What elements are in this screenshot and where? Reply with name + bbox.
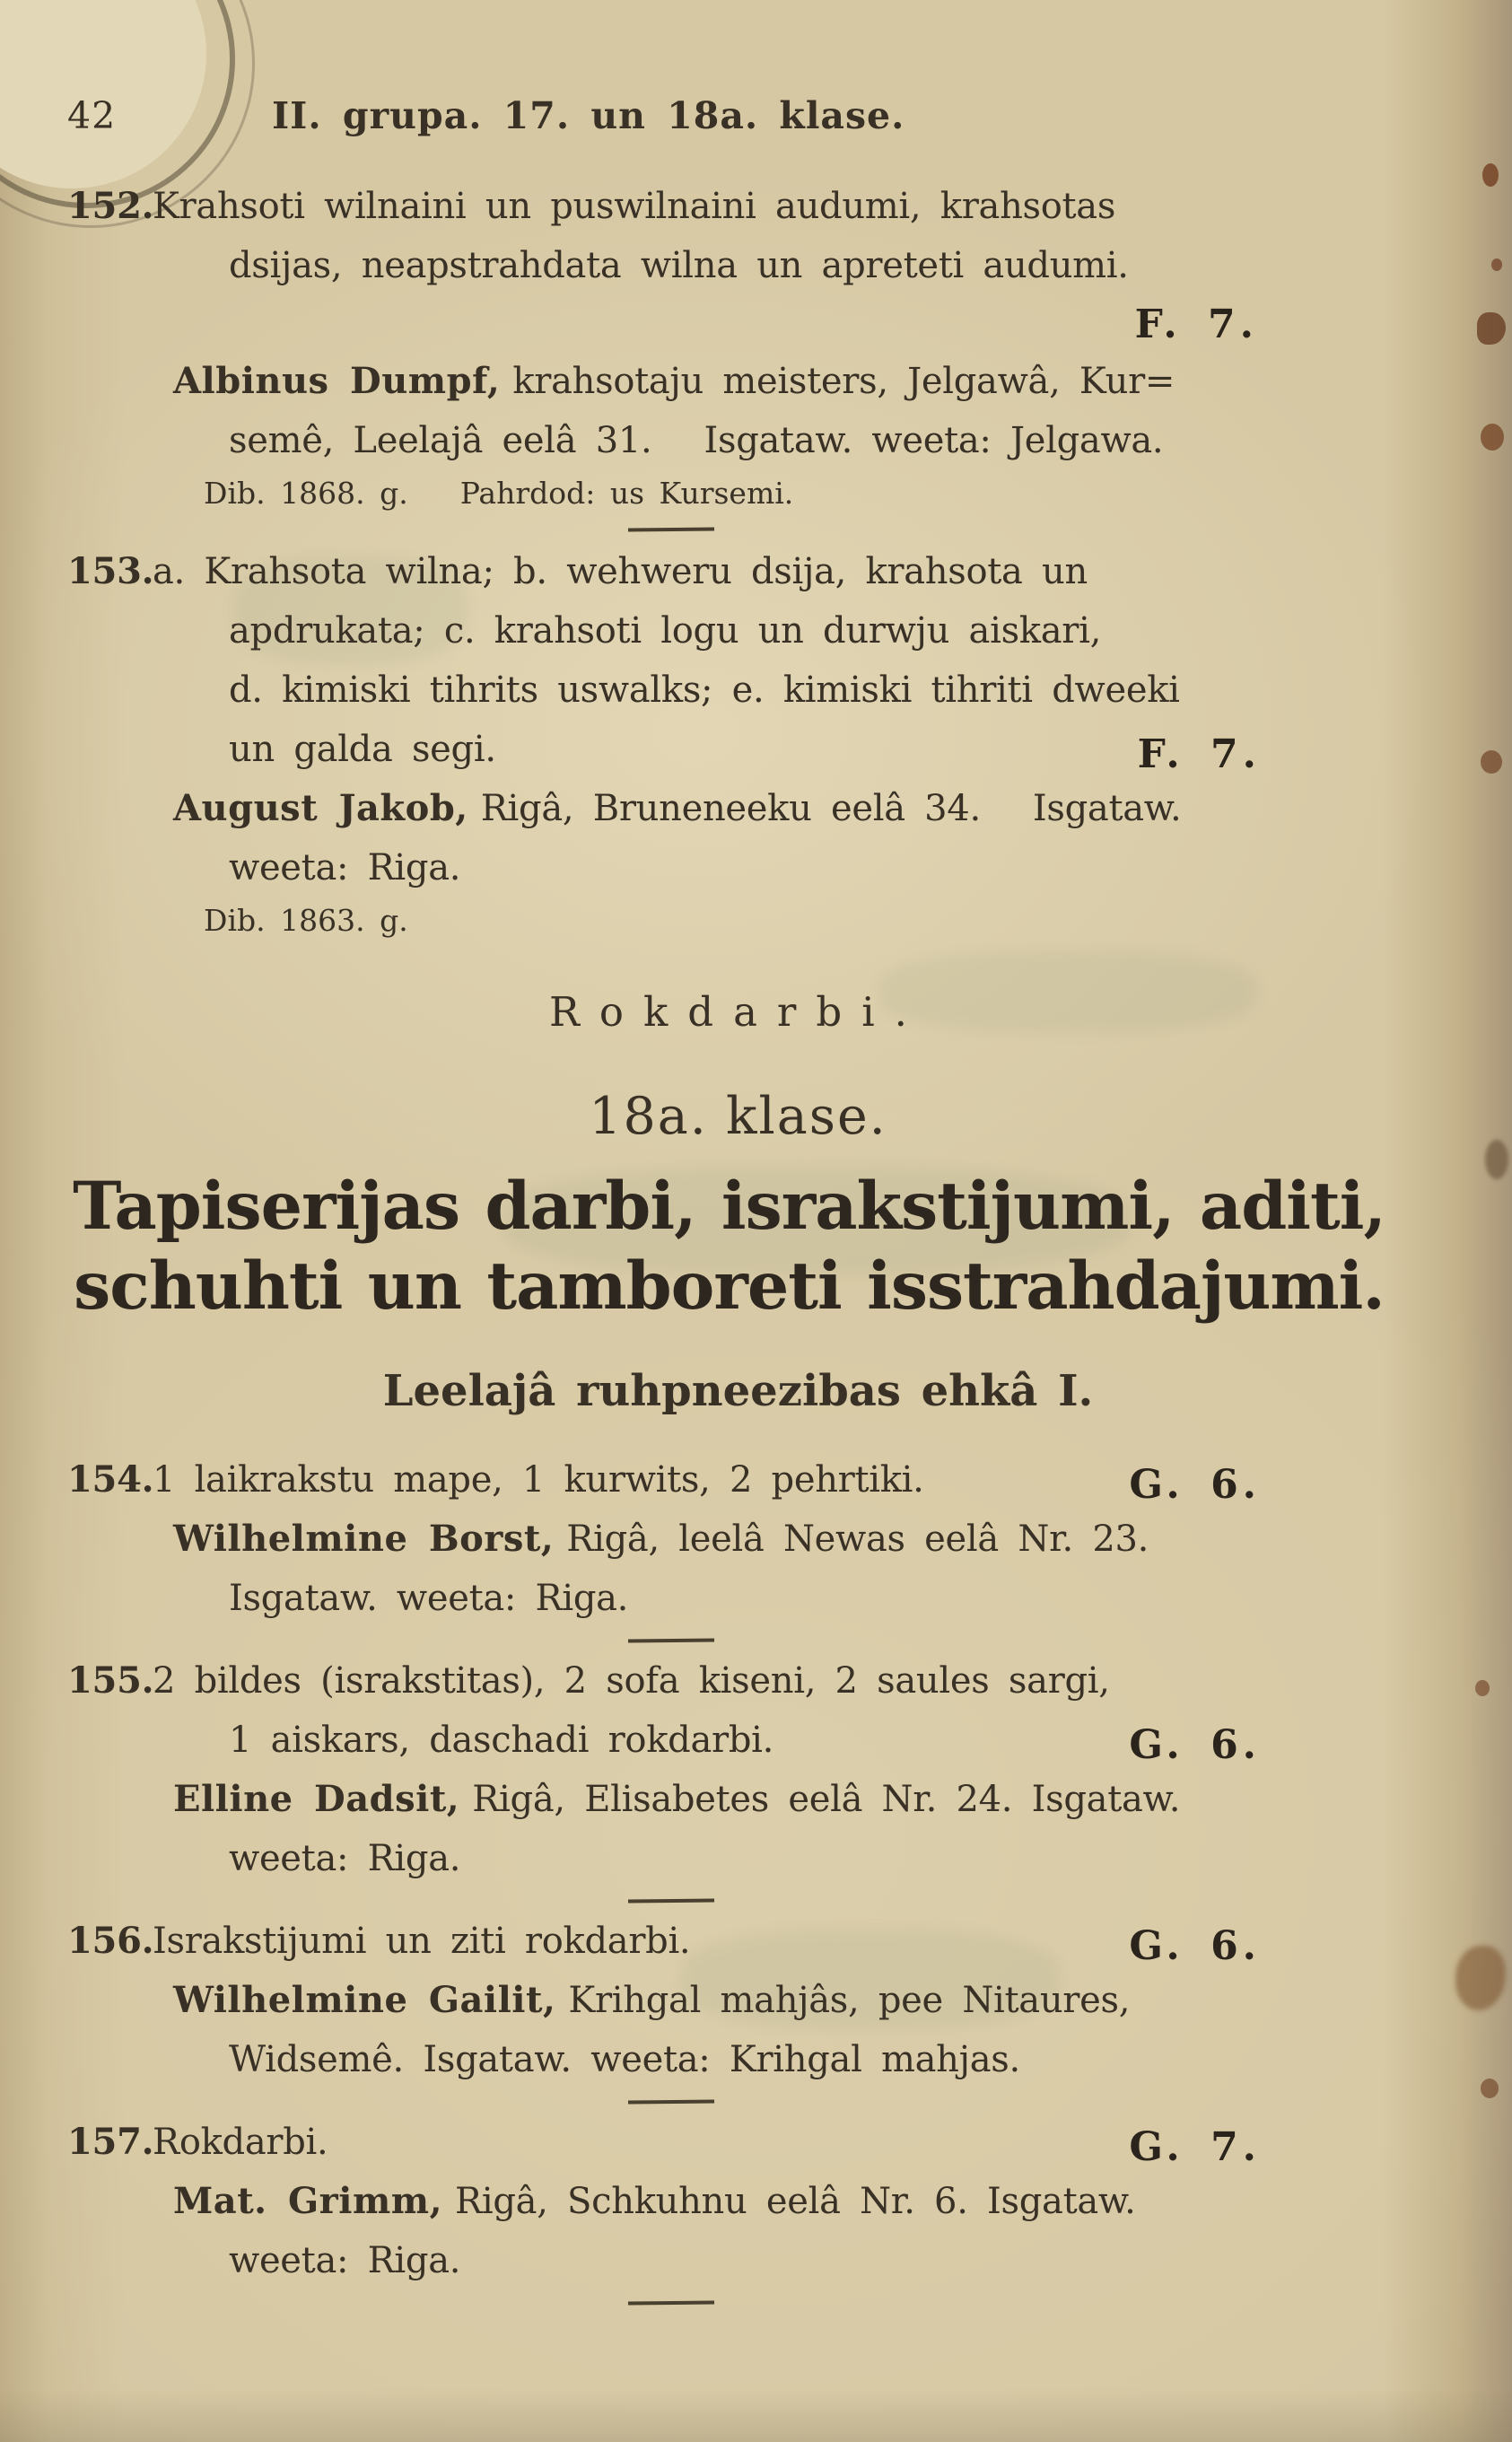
venue-subheading: Leelajâ ruhpneezibas ehkâ I. [382, 1366, 1094, 1416]
exhibitor-name: Albinus Dumpf, [173, 360, 501, 402]
entry-desc: a. Krahsota wilna; b. wehweru dsija, krahsota un [153, 551, 1088, 592]
section-heading-rokdarbi: Rokdarbi. [549, 988, 927, 1036]
entry-desc-line [67, 720, 1274, 779]
entry-desc: un galda segi. [229, 729, 496, 770]
entry-desc: Rokdarbi. [153, 2122, 328, 2163]
exhibitor-line [67, 2231, 1274, 2290]
exhibitor-line [67, 1829, 1274, 1888]
catalog-entry-154 [67, 1450, 1274, 1642]
entry-number: 156. [67, 1920, 154, 1962]
exhibitor-info: krahsotaju meisters, Jelgawâ, Kur= [512, 361, 1176, 402]
made-at: weeta: Riga. [229, 2240, 461, 2281]
grade-mark: G. 6. [1129, 1722, 1261, 1768]
entry-desc-line [67, 1450, 1274, 1510]
page-number: 42 [67, 94, 117, 137]
class-heading-18a: 18a. klase. [589, 1087, 887, 1146]
exhibitor-info: Rigâ, Elisabetes eelâ Nr. 24. Isgataw. [472, 1779, 1181, 1820]
made-at: Isgataw. weeta: Jelgawa. [704, 420, 1164, 461]
exhibitor-name: August Jakob, [173, 787, 468, 829]
entry-desc-line [67, 661, 1274, 720]
exhibitor-address: weeta: Riga. [229, 847, 461, 888]
founded-note [67, 897, 1274, 944]
catalog-entry-157 [67, 2113, 1274, 2305]
entry-number: 155. [67, 1659, 154, 1702]
entry-divider [627, 2099, 713, 2104]
entry-desc-line [67, 542, 1274, 601]
exhibitor-info: Krihgal mahjâs, pee Nitaures, [568, 1980, 1131, 2021]
entry-divider [627, 2300, 713, 2305]
catalog-entry-152 [67, 177, 1274, 531]
bottom-edge-shadow [0, 2388, 1512, 2442]
exhibitor-name: Wilhelmine Borst, [173, 1518, 555, 1560]
catalog-entry-156 [67, 1912, 1274, 2104]
entry-divider [627, 1898, 713, 1903]
exhibitor-line [67, 1510, 1274, 1569]
exhibitor-line [67, 411, 1274, 470]
exhibitor-line [67, 838, 1274, 897]
entry-desc-line [67, 177, 1274, 236]
entry-divider [627, 1638, 713, 1642]
exhibitor-info: Rigâ, Bruneneeku eelâ 34. [480, 788, 981, 829]
entry-desc-line [67, 601, 1274, 661]
entry-desc-line [67, 2113, 1274, 2172]
founded-note [67, 470, 1274, 517]
entry-divider [627, 527, 713, 531]
entry-desc-line [67, 1912, 1274, 1971]
exhibitor-line [67, 1770, 1274, 1829]
entry-desc-line [67, 1711, 1274, 1770]
running-header: II. grupa. 17. un 18a. klase. [272, 94, 905, 137]
grade-mark: G. 6. [1129, 1462, 1261, 1508]
grade-mark: G. 7. [1129, 2124, 1261, 2170]
section-title-line1: Tapiserijas darbi, israkstijumi, aditi, [73, 1168, 1385, 1245]
exhibitor-line [67, 352, 1274, 411]
entry-desc: 1 laikrakstu mape, 1 kurwits, 2 pehrtiki. [153, 1459, 924, 1501]
entry-desc-line [67, 236, 1274, 295]
made-at: Widsemê. Isgataw. weeta: Krihgal mahjas. [229, 2039, 1020, 2080]
made-at: weeta: Riga. [229, 1838, 461, 1879]
exhibitor-name: Mat. Grimm, [173, 2180, 443, 2222]
entry-desc: Krahsoti wilnaini un puswilnaini audumi, krahsotas [153, 186, 1116, 227]
grade-mark: G. 6. [1129, 1923, 1261, 1969]
grade-mark: F. 7. [1134, 302, 1258, 347]
running-header-row [67, 94, 1274, 137]
entry-desc: d. kimiski tihrits uswalks; e. kimiski tihriti dweeki [229, 670, 1180, 711]
entry-desc: dsijas, neapstrahdata wilna un apreteti audumi. [229, 245, 1129, 286]
made-at: Isgataw. [1032, 788, 1182, 829]
entry-desc: apdrukata; c. krahsoti logu un durwju aiskari, [229, 610, 1102, 652]
catalog-entry-155 [67, 1651, 1274, 1903]
exhibitor-name: Elline Dadsit, [173, 1778, 460, 1820]
sells-note: Pahrdod: us Kursemi. [459, 476, 794, 511]
exhibitor-address: semê, Leelajâ eelâ 31. [229, 420, 652, 461]
exhibitor-line [67, 779, 1274, 838]
founded-year: Dib. 1868. g. [204, 476, 408, 511]
exhibitor-line [67, 2172, 1274, 2231]
entry-number: 154. [67, 1458, 154, 1501]
exhibitor-line [67, 2030, 1274, 2089]
catalog-entry-153 [67, 542, 1274, 944]
exhibitor-name: Wilhelmine Gailit, [173, 1979, 556, 2021]
section-title-line2: schuhti un tamboreti isstrahdajumi. [74, 1247, 1385, 1325]
exhibitor-info: Rigâ, Schkuhnu eelâ Nr. 6. Isgataw. [455, 2181, 1136, 2222]
entry-number: 157. [67, 2121, 154, 2163]
entry-desc: Israkstijumi un ziti rokdarbi. [153, 1921, 691, 1962]
entry-desc-line [67, 1651, 1274, 1711]
entry-number: 153. [67, 550, 154, 592]
entry-desc: 1 aiskars, daschadi rokdarbi. [229, 1720, 774, 1761]
entry-number: 152. [67, 185, 154, 227]
grade-line [67, 299, 1274, 352]
grade-mark: F. 7. [1137, 731, 1261, 777]
made-at: Isgataw. weeta: Riga. [229, 1578, 629, 1619]
founded-year: Dib. 1863. g. [204, 903, 408, 938]
entry-desc: 2 bildes (israkstitas), 2 sofa kiseni, 2 saules sargi, [153, 1660, 1110, 1702]
exhibitor-info: Rigâ, leelâ Newas eelâ Nr. 23. [566, 1519, 1149, 1560]
exhibitor-line [67, 1569, 1274, 1628]
exhibitor-line [67, 1971, 1274, 2030]
